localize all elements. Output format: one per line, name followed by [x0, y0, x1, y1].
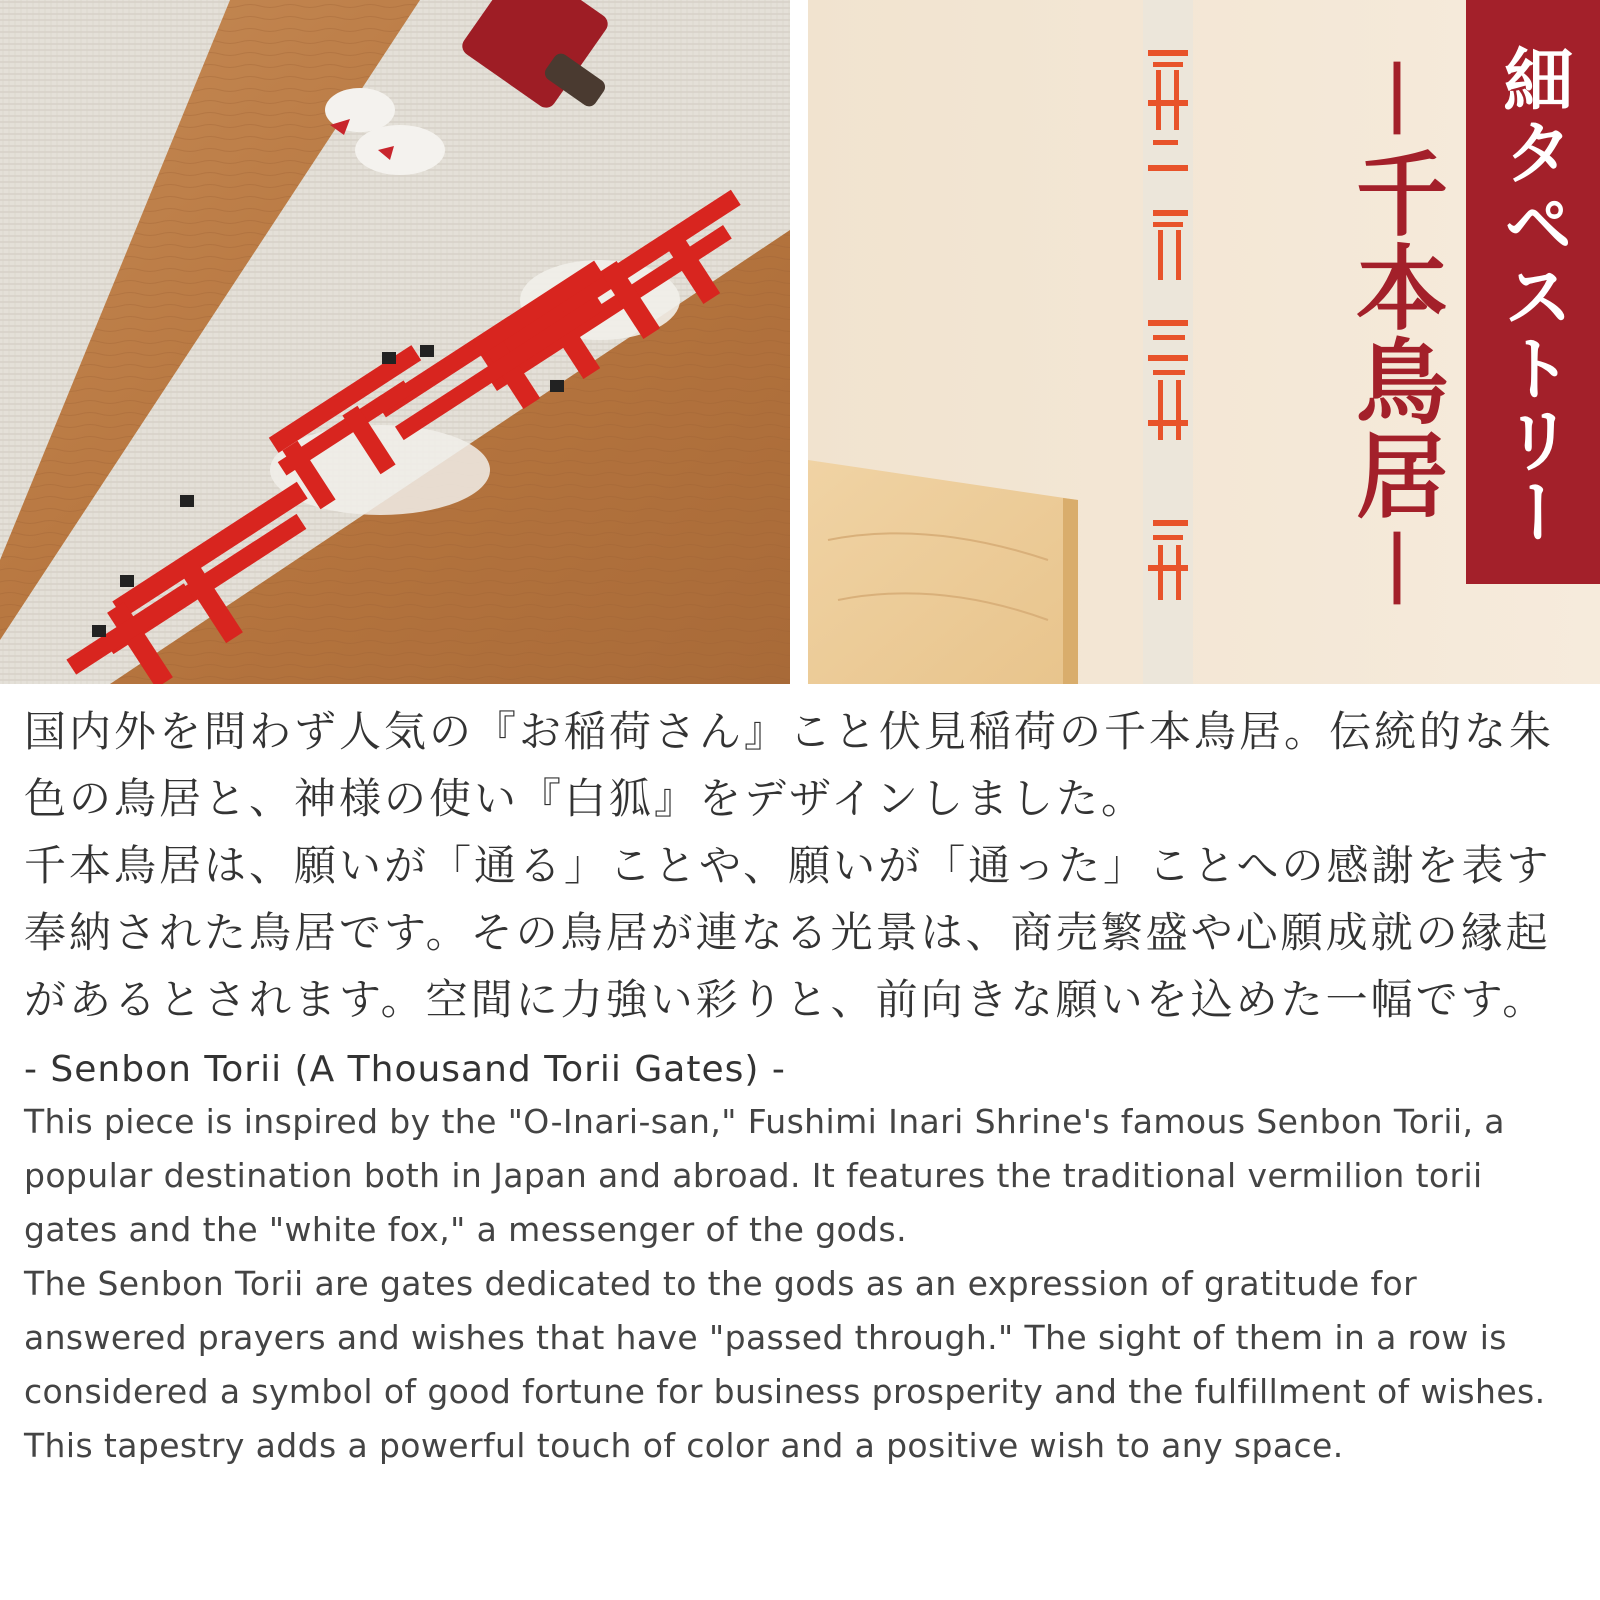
product-type-banner	[1466, 0, 1600, 584]
description-en-heading: - Senbon Torii (A Thousand Torii Gates) -	[24, 1049, 786, 1090]
banner-subtitle: －千本鳥居－	[1341, 52, 1449, 616]
description-section	[24, 698, 1580, 1473]
description-en-paragraph-1: This piece is inspired by the "O-Inari-san," Fushimi Inari Shrine's famous Senbon Torii, a popular destination both in Japan and abroad. It features the traditional vermilion torii gates and the "white fox," a messenger of the gods.	[24, 1102, 1505, 1249]
description-jp-paragraph-1: 国内外を問わず人気の『お稲荷さん』こと伏見稲荷の千本鳥居。伝統的な朱色の鳥居と、神様の使い『白狐』をデザインしました。	[24, 707, 1555, 823]
tapestry-table-photo	[0, 0, 790, 684]
tapestry-table-illustration	[0, 0, 790, 684]
description-en-paragraph-2: The Senbon Torii are gates dedicated to the gods as an expression of gratitude for answered prayers and wishes that have "passed through." The sight of them in a row is considered a symbol of good fortune for business prosperity and the fulfillment of wishes. This tapestry adds a powerful touch of color and a positive wish to any space.	[24, 1264, 1546, 1465]
banner-title: 細タペストリー	[1492, 44, 1575, 548]
description-jp-paragraph-2: 千本鳥居は、願いが「通る」ことや、願いが「通った」ことへの感謝を表す奉納された鳥居です。その鳥居が連なる光景は、商売繁盛や心願成就の縁起があるとされます。空間に力強い彩りと、前向きな願いを込めた一幅です。	[24, 841, 1552, 1024]
